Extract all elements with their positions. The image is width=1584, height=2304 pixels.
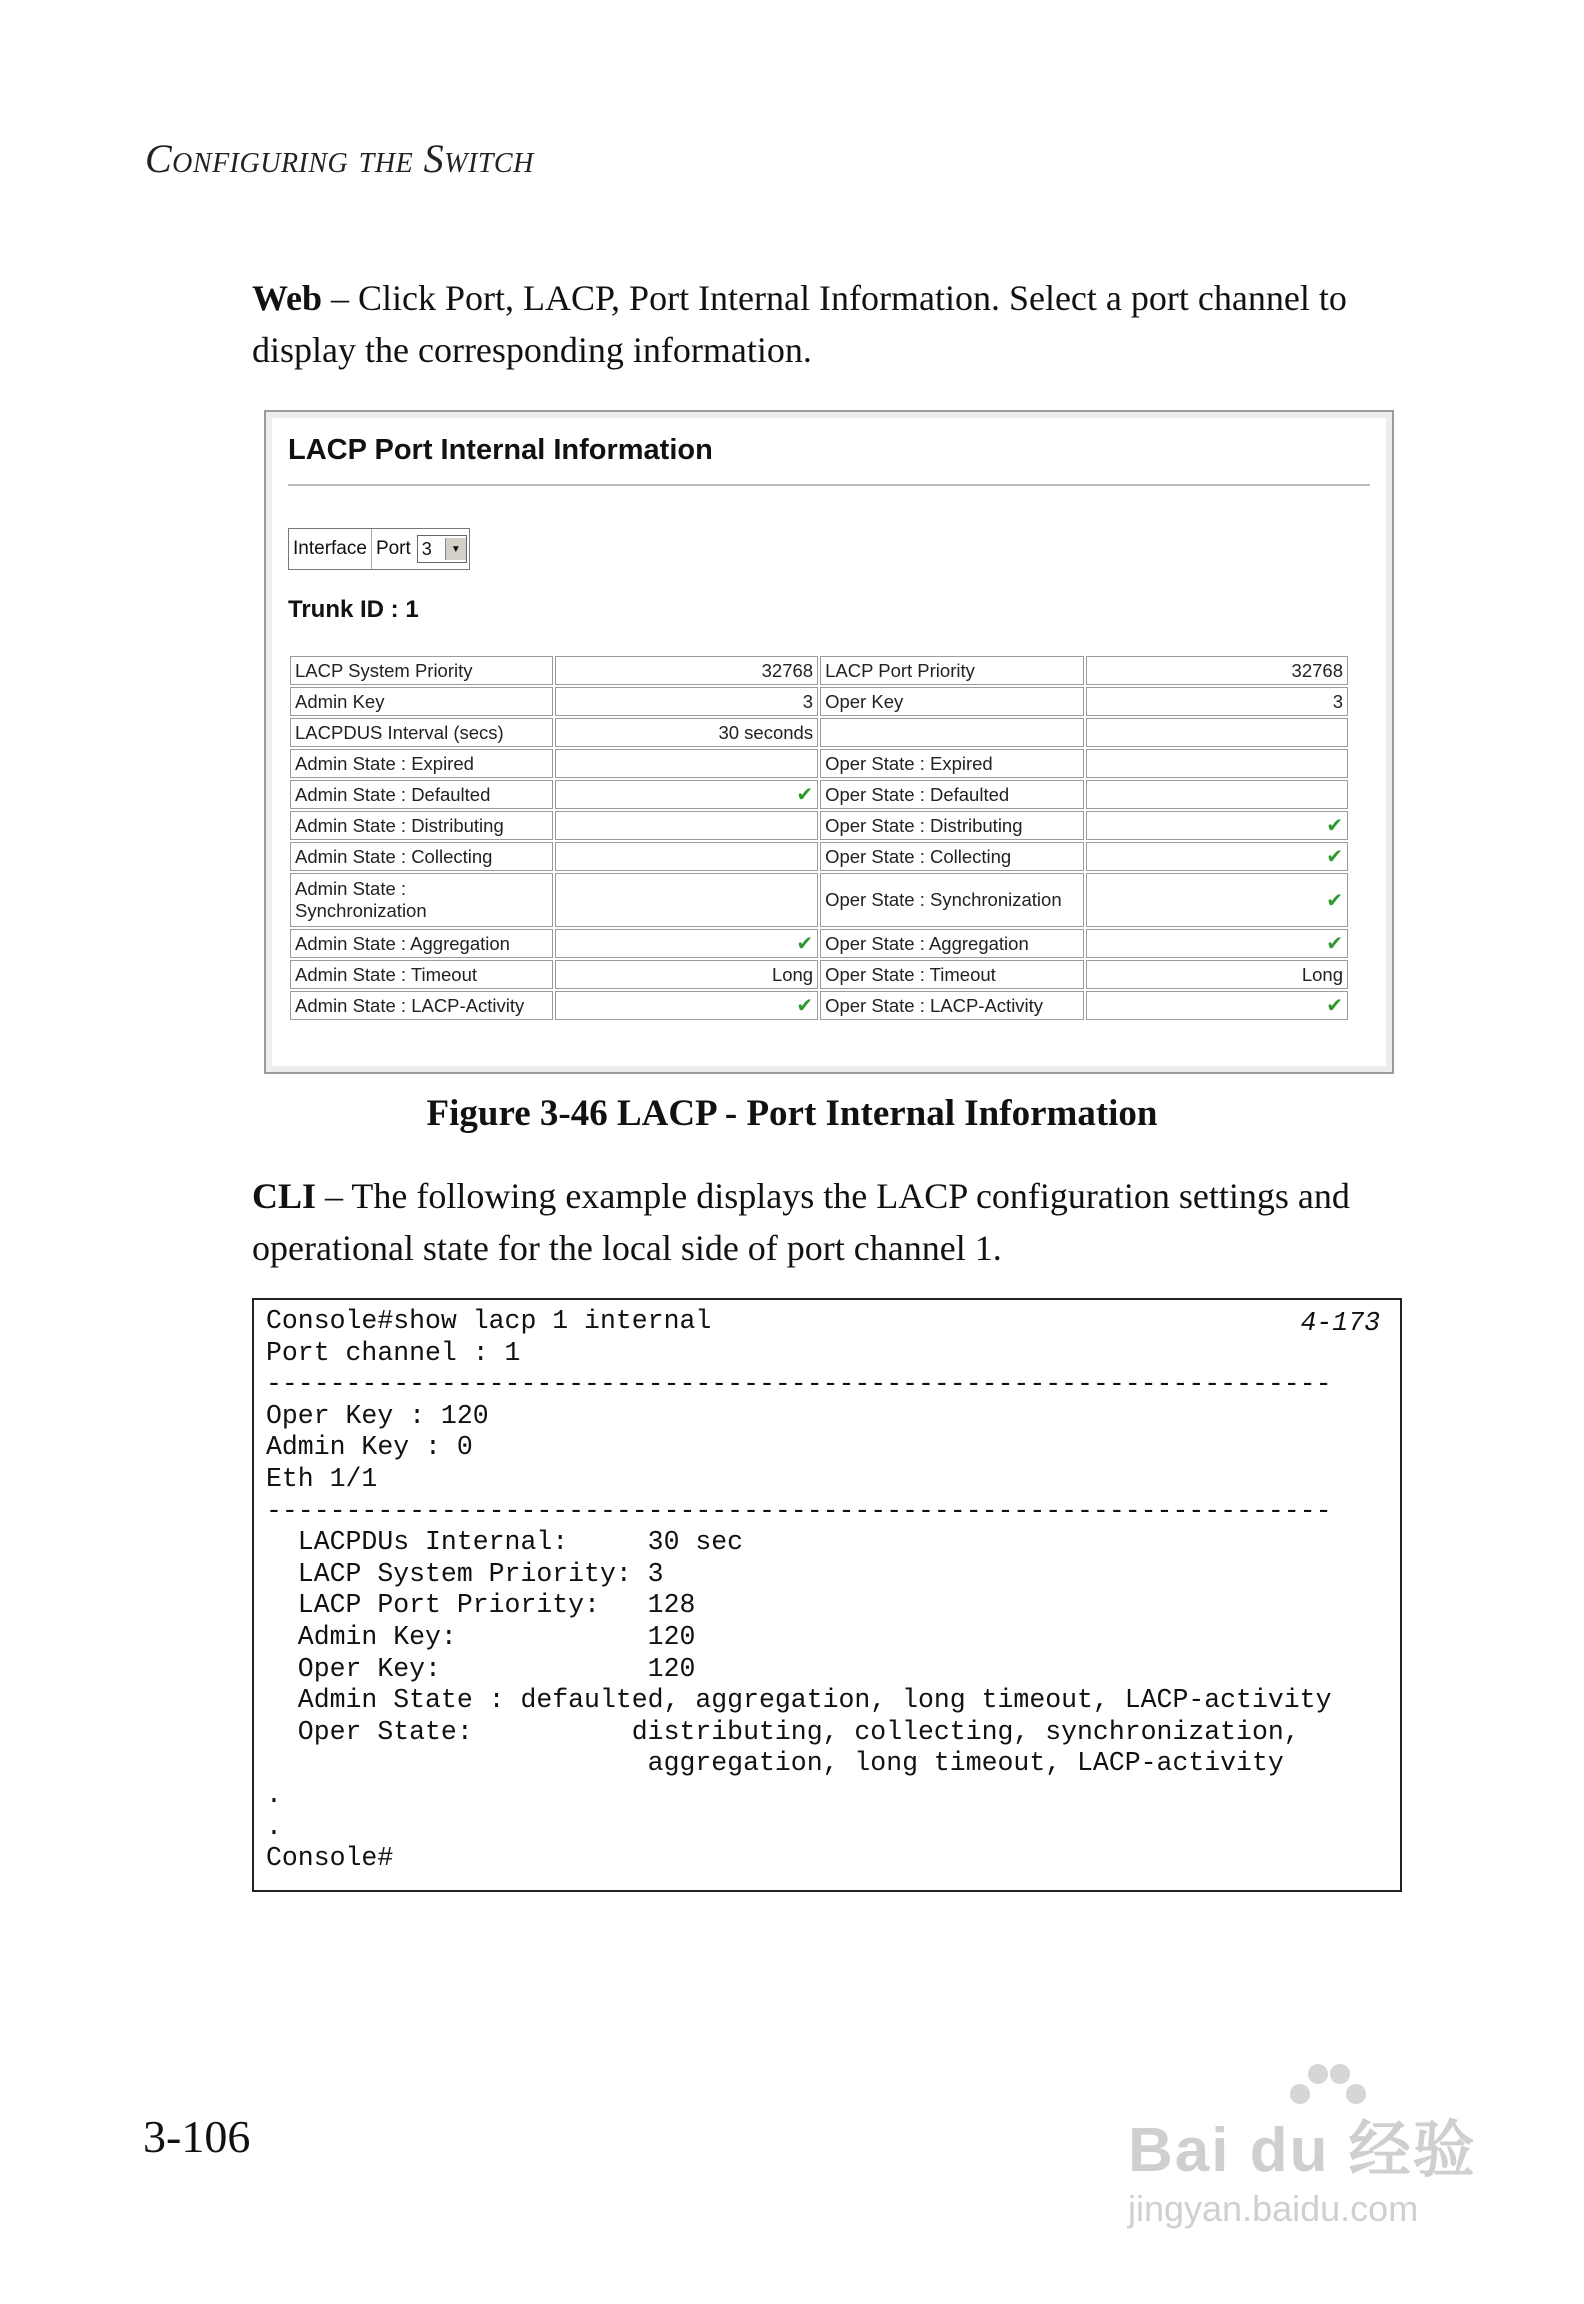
cli-line: Admin Key: 120 [266,1622,696,1652]
cli-line: LACP Port Priority: 128 [266,1590,696,1621]
table-row [290,780,1348,809]
oper-value-text: 32768 [1291,659,1343,681]
cli-line: . [266,1811,282,1842]
oper-label [820,718,1083,747]
admin-value [555,960,818,989]
admin-value [555,842,818,871]
lacp-screenshot [264,410,1394,1074]
interface-label: Interface [289,529,372,569]
oper-label-text: Oper State : Synchronization [825,889,1062,910]
admin-label-text: Admin State : Distributing [295,814,504,836]
watermark [1120,2060,1500,2240]
oper-label-text: Oper State : Aggregation [825,932,1029,954]
oper-value [1086,929,1348,958]
table-row [290,929,1348,958]
admin-value [555,749,818,778]
admin-label [290,960,553,989]
oper-value [1086,718,1348,747]
interface-selector [288,528,470,570]
running-header: Configuring the Switch [145,136,534,181]
table-row [290,656,1348,685]
oper-label [820,929,1083,958]
oper-label-text: Oper State : Collecting [825,845,1012,867]
port-label: Port [375,538,411,559]
page-number: 3-106 [143,2111,251,2162]
oper-value [1086,842,1348,871]
table-row [290,991,1348,1020]
dropdown-arrow-icon[interactable]: ▼ [445,538,466,560]
check-icon: ✔ [1326,933,1343,955]
oper-label [820,780,1083,809]
cli-line: Port channel : 1 [266,1337,521,1368]
table-row [290,842,1348,871]
admin-label [290,656,553,685]
oper-value [1086,656,1348,685]
cli-line: Admin State : defaulted, aggregation, long timeout, LACP-activity [266,1685,1332,1716]
table-row [290,960,1348,989]
oper-label [820,873,1083,927]
watermark-brand: Bai du 经验 [1128,2116,1477,2185]
oper-label-text: LACP Port Priority [825,659,975,681]
watermark-site: jingyan.baidu.com [1128,2188,1419,2229]
oper-label [820,687,1083,716]
admin-label-text: Admin State : Synchronization [295,878,427,921]
admin-value-text: 3 [802,690,814,712]
admin-label [290,780,553,809]
check-icon: ✔ [796,933,814,955]
web-label: Web [252,278,323,318]
admin-label-text: Admin State : Expired [295,752,474,774]
admin-value [555,656,818,685]
cli-line: Console# [266,1843,394,1874]
port-select[interactable] [417,535,467,563]
admin-value [555,991,818,1020]
admin-label-text: Admin State : Collecting [295,845,493,867]
cli-reference: 4-173 [1300,1308,1380,1338]
admin-label-text: Admin Key [295,690,385,712]
port-select-value: 3 [421,538,432,559]
check-icon: ✔ [796,995,814,1017]
admin-label-text: LACPDUS Interval (secs) [295,721,504,743]
admin-value [555,811,818,840]
oper-value-text: Long [1301,963,1343,985]
admin-label-text: Admin State : LACP-Activity [295,994,525,1016]
admin-label [290,749,553,778]
check-icon: ✔ [1326,889,1343,912]
oper-label [820,656,1083,685]
oper-value-text: 3 [1332,690,1343,712]
oper-label-text: Oper State : Distributing [825,814,1023,836]
oper-label [820,960,1083,989]
check-icon: ✔ [1326,846,1343,868]
table-row [290,687,1348,716]
cli-line: Oper State: distributing, collecting, synchronization, [266,1716,1300,1747]
table-row [290,749,1348,778]
admin-value-text: Long [771,963,814,985]
title-divider [288,484,1370,486]
admin-label-text: Admin State : Timeout [295,963,478,985]
oper-value [1086,991,1348,1020]
table-row [290,811,1348,840]
table-row [290,718,1348,747]
check-icon: ✔ [1326,995,1343,1017]
oper-label-text: Oper State : Expired [825,752,993,774]
cli-line: Admin Key : 0 [266,1432,473,1463]
cli-line: LACPDUs Internal: 30 sec [266,1527,744,1558]
oper-value [1086,749,1348,778]
oper-label-text: Oper State : Timeout [825,963,996,985]
admin-label [290,873,553,927]
admin-label [290,718,553,747]
cli-instructions [252,1170,1402,1274]
admin-label-text: Admin State : Aggregation [295,932,510,954]
oper-label [820,749,1083,778]
admin-label [290,991,553,1020]
oper-label-text: Oper State : LACP-Activity [825,994,1044,1016]
screenshot-title: LACP Port Internal Information [288,434,713,466]
admin-label [290,687,553,716]
admin-label [290,842,553,871]
cli-line: ------------------------------------------------------------------- [266,1369,1332,1400]
check-icon: ✔ [1326,815,1343,837]
cli-line: aggregation, long timeout, LACP-activity [266,1748,1284,1779]
oper-value [1086,687,1348,716]
oper-label-text: Oper Key [825,690,904,712]
oper-label-text: Oper State : Defaulted [825,783,1010,805]
admin-value [555,780,818,809]
lacp-info-table [288,654,1350,1022]
oper-label [820,991,1083,1020]
admin-value [555,873,818,927]
cli-line: ------------------------------------------------------------------- [266,1495,1332,1526]
table-row [290,873,1348,927]
oper-value [1086,960,1348,989]
cli-example-box [252,1298,1402,1892]
web-text: – Click Port, LACP, Port Internal Information. Select a port channel to display the corresponding information. [252,278,1347,370]
admin-value [555,718,818,747]
cli-text: – The following example displays the LACP configuration settings and operational state for the local side of port channel 1. [252,1176,1350,1268]
admin-value [555,687,818,716]
admin-value-text: 32768 [761,659,814,681]
oper-value [1086,873,1348,927]
admin-label [290,929,553,958]
check-icon: ✔ [796,784,814,806]
admin-label-text: Admin State : Defaulted [295,783,491,805]
cli-line: . [266,1780,282,1810]
oper-value [1086,780,1348,809]
cli-line: Console#show lacp 1 internal [266,1306,712,1336]
cli-line: Oper Key : 120 [266,1400,489,1431]
trunk-id: Trunk ID : 1 [288,596,419,623]
cli-line: LACP System Priority: 3 [266,1558,664,1589]
admin-value-text: 30 seconds [718,721,814,743]
admin-label [290,811,553,840]
cli-label: CLI [252,1176,317,1216]
cli-line: Eth 1/1 [266,1464,378,1494]
figure-caption: Figure 3-46 LACP - Port Internal Information [426,1093,1158,1134]
cli-line: Oper Key: 120 [266,1653,696,1684]
admin-value [555,929,818,958]
web-instructions [252,272,1402,376]
oper-label [820,811,1083,840]
admin-label-text: LACP System Priority [295,659,473,681]
oper-value [1086,811,1348,840]
oper-label [820,842,1083,871]
